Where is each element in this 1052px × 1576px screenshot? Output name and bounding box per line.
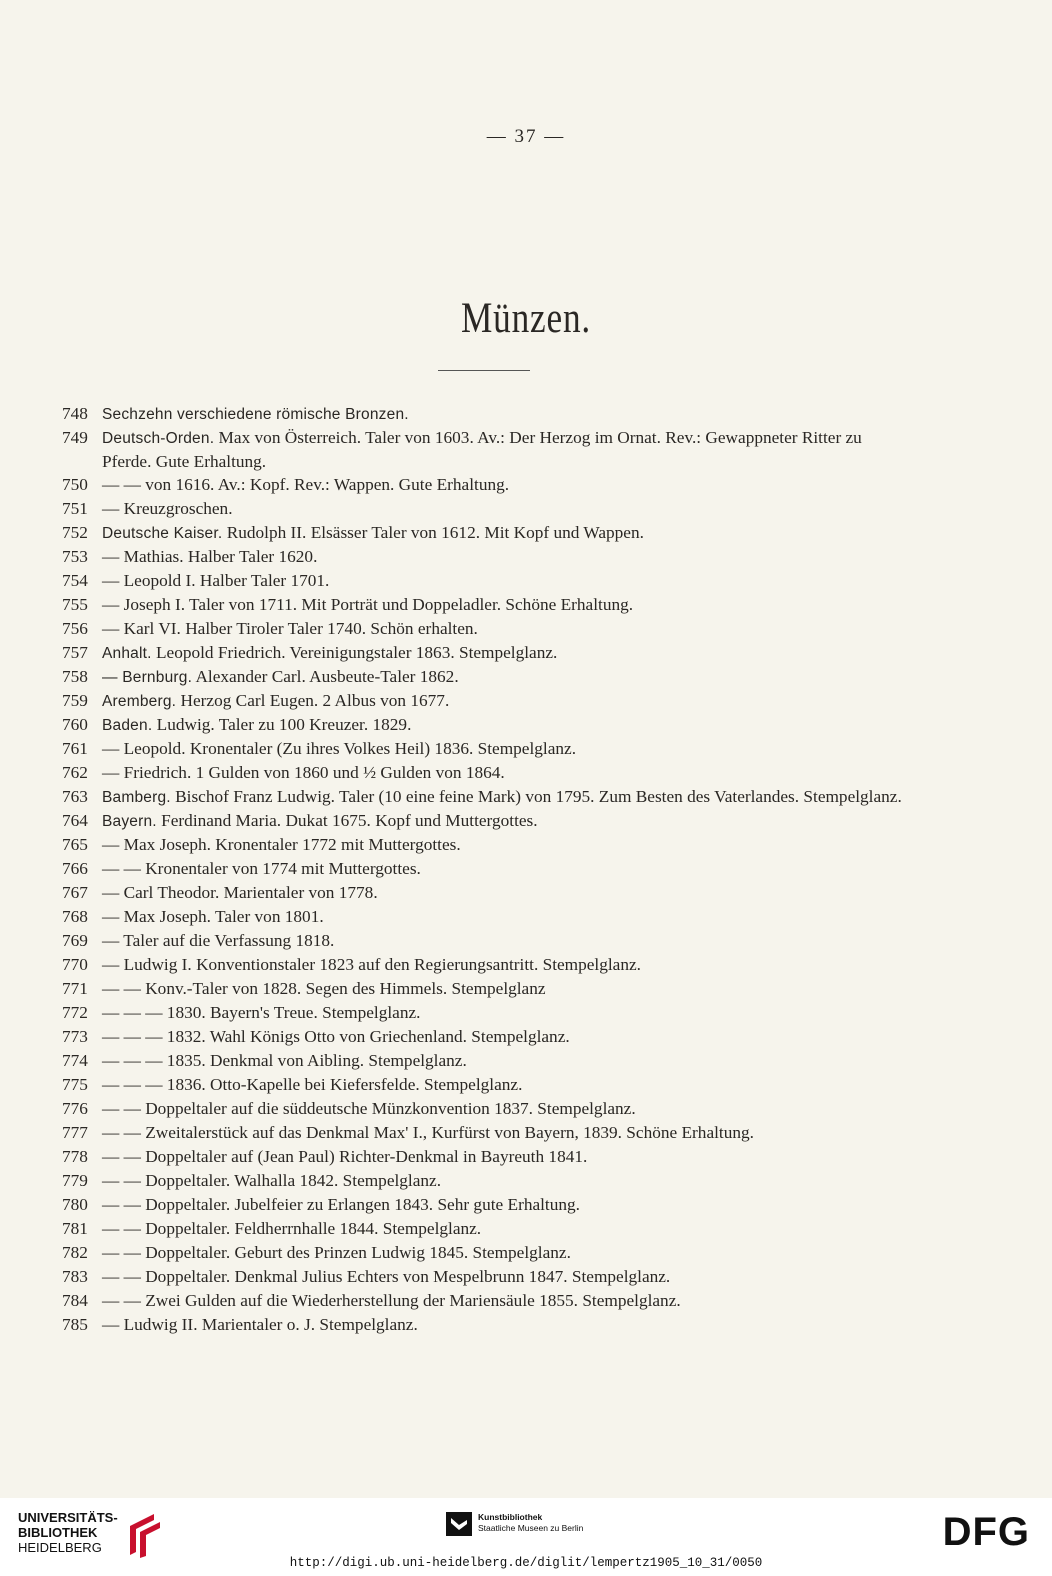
entry-number: 766	[62, 859, 88, 878]
entry-number: 750	[62, 475, 88, 494]
catalog-entry	[62, 569, 912, 593]
entry-description: — Leopold. Kronentaler (Zu ihres Volkes Heil) 1836. Stempelglanz.	[102, 739, 577, 758]
catalog-entry	[62, 1145, 912, 1169]
entry-description: — — — 1835. Denkmal von Aibling. Stempelglanz.	[102, 1051, 467, 1070]
entry-number: 769	[62, 931, 88, 950]
entry-body	[102, 737, 912, 761]
entry-description: — Friedrich. 1 Gulden von 1860 und ½ Gulden von 1864.	[102, 763, 505, 782]
catalog-entry	[62, 737, 912, 761]
catalog-entry	[62, 1217, 912, 1241]
catalog-entry	[62, 929, 912, 953]
entry-number: 756	[62, 619, 88, 638]
entry-number: 752	[62, 523, 88, 542]
entry-description: — — Doppeltaler. Jubelfeier zu Erlangen 1843. Sehr gute Erhaltung.	[102, 1195, 580, 1214]
entry-body	[102, 833, 912, 857]
catalog-entry	[62, 1193, 912, 1217]
entry-body	[102, 473, 912, 497]
entry-body	[102, 905, 912, 929]
entry-heading: Baden.	[102, 717, 153, 734]
source-url[interactable]: http://digi.ub.uni-heidelberg.de/diglit/lempertz1905_10_31/0050	[289, 1556, 763, 1570]
entry-description: — Kreuzgroschen.	[102, 499, 233, 518]
entry-body	[102, 809, 912, 833]
entry-number: 776	[62, 1099, 88, 1118]
entry-description: — Karl VI. Halber Tiroler Taler 1740. Schön erhalten.	[102, 619, 478, 638]
entry-description: Rudolph II. Elsässer Taler von 1612. Mit Kopf und Wappen.	[222, 523, 644, 542]
entry-number: 761	[62, 739, 88, 758]
uni-logo-mark-icon	[126, 1512, 166, 1558]
entry-number: 762	[62, 763, 88, 782]
catalog-entry	[62, 1169, 912, 1193]
entry-heading: Anhalt.	[102, 645, 152, 662]
catalog-entry	[62, 1289, 912, 1313]
entry-number: 781	[62, 1219, 88, 1238]
entry-heading: Deutsch-Orden.	[102, 430, 215, 447]
entry-body	[102, 1001, 912, 1025]
entry-body	[102, 1265, 912, 1289]
university-library-logo[interactable]	[18, 1510, 118, 1555]
catalog-entry	[62, 1121, 912, 1145]
entry-number: 770	[62, 955, 88, 974]
entry-body	[102, 689, 912, 713]
catalog-entry	[62, 689, 912, 713]
entry-number: 774	[62, 1051, 88, 1070]
entry-description: — — Doppeltaler. Walhalla 1842. Stempelglanz.	[102, 1171, 442, 1190]
kb-logo-line2: Staatliche Museen zu Berlin	[478, 1523, 584, 1533]
entry-body	[102, 881, 912, 905]
entry-description: — — — 1832. Wahl Königs Otto von Griechenland. Stempelglanz.	[102, 1027, 570, 1046]
catalog-entry	[62, 617, 912, 641]
entry-body	[102, 521, 912, 545]
entry-description: Leopold Friedrich. Vereinigungstaler 1863. Stempelglanz.	[151, 643, 558, 662]
entry-body	[102, 953, 912, 977]
catalog-entry	[62, 497, 912, 521]
catalog-entry	[62, 665, 912, 689]
catalog-entry	[62, 881, 912, 905]
entry-description: — — Kronentaler von 1774 mit Muttergottes.	[102, 859, 421, 878]
entry-body	[102, 1193, 912, 1217]
entry-number: 784	[62, 1291, 88, 1310]
catalog-entry	[62, 521, 912, 545]
entry-description: — — Zweitalerstück auf das Denkmal Max' I., Kurfürst von Bayern, 1839. Schöne Erhaltung.	[102, 1123, 754, 1142]
entry-description: — — Doppeltaler. Geburt des Prinzen Ludwig 1845. Stempelglanz.	[102, 1243, 571, 1262]
entry-number: 754	[62, 571, 88, 590]
entry-number: 780	[62, 1195, 88, 1214]
entry-number: 765	[62, 835, 88, 854]
entry-heading: Bamberg.	[102, 789, 171, 806]
uni-logo-line1: UNIVERSITÄTS-	[18, 1510, 118, 1525]
entry-number: 785	[62, 1315, 88, 1334]
entry-body	[102, 977, 912, 1001]
entry-body	[102, 1025, 912, 1049]
kunstbibliothek-logo[interactable]	[446, 1512, 583, 1536]
entry-heading: Deutsche Kaiser.	[102, 525, 223, 542]
entry-body	[102, 641, 912, 665]
entry-body	[102, 617, 912, 641]
entry-number: 771	[62, 979, 88, 998]
entry-description: — — Zwei Gulden auf die Wiederherstellung der Mariensäule 1855. Stempelglanz.	[102, 1291, 681, 1310]
entry-heading: Bayern.	[102, 813, 157, 830]
catalog-entry	[62, 402, 912, 426]
title-divider	[438, 370, 530, 371]
catalog-entries	[62, 402, 912, 1337]
entry-description: — Carl Theodor. Marientaler von 1778.	[102, 883, 378, 902]
catalog-entry	[62, 473, 912, 497]
entry-description: Herzog Carl Eugen. 2 Albus von 1677.	[176, 691, 450, 710]
entry-description: — Joseph I. Taler von 1711. Mit Porträt und Doppeladler. Schöne Erhaltung.	[102, 595, 634, 614]
entry-body	[102, 1217, 912, 1241]
catalog-entry	[62, 1313, 912, 1337]
entry-number: 759	[62, 691, 88, 710]
entry-body	[102, 713, 912, 737]
kunstbibliothek-mark-icon	[446, 1512, 472, 1536]
entry-heading: Aremberg.	[102, 693, 177, 710]
entry-description: — — — 1830. Bayern's Treue. Stempelglanz.	[102, 1003, 421, 1022]
entry-description: — Leopold I. Halber Taler 1701.	[102, 571, 330, 590]
catalog-entry	[62, 426, 912, 473]
entry-body	[102, 545, 912, 569]
entry-number: 748	[62, 404, 88, 423]
entry-body	[102, 1097, 912, 1121]
entry-description: — — Doppeltaler. Denkmal Julius Echters von Mespelbrunn 1847. Stempelglanz.	[102, 1267, 671, 1286]
catalog-entry	[62, 1097, 912, 1121]
entry-body	[102, 665, 912, 689]
entry-number: 749	[62, 428, 88, 447]
entry-description: — — Doppeltaler. Feldherrnhalle 1844. Stempelglanz.	[102, 1219, 482, 1238]
entry-description: Ludwig. Taler zu 100 Kreuzer. 1829.	[152, 715, 412, 734]
entry-body	[102, 1121, 912, 1145]
catalog-entry	[62, 1001, 912, 1025]
entry-number: 779	[62, 1171, 88, 1190]
catalog-entry	[62, 857, 912, 881]
entry-number: 755	[62, 595, 88, 614]
catalog-entry	[62, 1025, 912, 1049]
entry-description: — — Doppeltaler auf die süddeutsche Münzkonvention 1837. Stempelglanz.	[102, 1099, 636, 1118]
entry-body	[102, 929, 912, 953]
entry-body	[102, 1289, 912, 1313]
entry-number: 778	[62, 1147, 88, 1166]
entry-description: — — von 1616. Av.: Kopf. Rev.: Wappen. Gute Erhaltung.	[102, 475, 510, 494]
entry-description: — — — 1836. Otto-Kapelle bei Kiefersfelde. Stempelglanz.	[102, 1075, 523, 1094]
entry-description: Alexander Carl. Ausbeute-Taler 1862.	[192, 667, 459, 686]
entry-body	[102, 1145, 912, 1169]
entry-body	[102, 1313, 912, 1337]
uni-logo-line2: BIBLIOTHEK	[18, 1525, 98, 1540]
catalog-entry	[62, 545, 912, 569]
entry-body	[102, 426, 912, 473]
entry-description: Ferdinand Maria. Dukat 1675. Kopf und Muttergottes.	[156, 811, 538, 830]
entry-description: — Taler auf die Verfassung 1818.	[102, 931, 335, 950]
entry-number: 763	[62, 787, 88, 806]
entry-body	[102, 1241, 912, 1265]
entry-body	[102, 593, 912, 617]
catalog-entry	[62, 713, 912, 737]
entry-number: 751	[62, 499, 88, 518]
footer-bar	[0, 1498, 1052, 1576]
entry-number: 773	[62, 1027, 88, 1046]
entry-number: 767	[62, 883, 88, 902]
entry-body	[102, 785, 912, 809]
entry-number: 757	[62, 643, 88, 662]
entry-body	[102, 761, 912, 785]
catalog-entry	[62, 1241, 912, 1265]
page-title: Münzen.	[460, 295, 592, 342]
uni-logo-line3: HEIDELBERG	[18, 1540, 102, 1555]
entry-description: — Ludwig II. Marientaler o. J. Stempelglanz.	[102, 1315, 418, 1334]
entry-description: — — Doppeltaler auf (Jean Paul) Richter-Denkmal in Bayreuth 1841.	[102, 1147, 588, 1166]
catalog-entry	[62, 593, 912, 617]
entry-body	[102, 497, 912, 521]
catalog-entry	[62, 905, 912, 929]
page-number: — 37 —	[486, 126, 566, 147]
entry-body	[102, 402, 912, 426]
catalog-entry	[62, 1049, 912, 1073]
entry-heading: Sechzehn verschiedene römische Bronzen.	[102, 406, 409, 423]
entry-number: 760	[62, 715, 88, 734]
entry-body	[102, 857, 912, 881]
catalog-entry	[62, 785, 912, 809]
entry-body	[102, 1049, 912, 1073]
catalog-entry	[62, 809, 912, 833]
catalog-entry	[62, 641, 912, 665]
catalog-entry	[62, 977, 912, 1001]
catalog-entry	[62, 953, 912, 977]
entry-number: 783	[62, 1267, 88, 1286]
entry-number: 758	[62, 667, 88, 686]
entry-body	[102, 569, 912, 593]
catalog-entry	[62, 761, 912, 785]
catalog-entry	[62, 1265, 912, 1289]
entry-number: 782	[62, 1243, 88, 1262]
entry-number: 777	[62, 1123, 88, 1142]
catalog-entry	[62, 1073, 912, 1097]
entry-number: 753	[62, 547, 88, 566]
entry-description: — Max Joseph. Taler von 1801.	[102, 907, 324, 926]
entry-body	[102, 1169, 912, 1193]
entry-description: Max von Österreich. Taler von 1603. Av.: Der Herzog im Ornat. Rev.: Gewappneter Ritter zu Pferde. Gute Erhaltung.	[102, 428, 862, 471]
entry-number: 775	[62, 1075, 88, 1094]
entry-description: — — Konv.-Taler von 1828. Segen des Himmels. Stempelglanz	[102, 979, 546, 998]
entry-description: — Ludwig I. Konventionstaler 1823 auf den Regierungsantritt. Stempelglanz.	[102, 955, 641, 974]
catalog-entry	[62, 833, 912, 857]
entry-number: 772	[62, 1003, 88, 1022]
kb-logo-line1: Kunstbibliothek	[478, 1512, 543, 1522]
entry-number: 768	[62, 907, 88, 926]
entry-heading: — Bernburg.	[102, 669, 193, 686]
entry-body	[102, 1073, 912, 1097]
entry-description: — Mathias. Halber Taler 1620.	[102, 547, 318, 566]
dfg-logo[interactable]: DFG	[942, 1510, 1030, 1554]
entry-number: 764	[62, 811, 88, 830]
entry-description: Bischof Franz Ludwig. Taler (10 eine feine Mark) von 1795. Zum Besten des Vaterlandes. Stempelglanz.	[170, 787, 902, 806]
entry-description: — Max Joseph. Kronentaler 1772 mit Muttergottes.	[102, 835, 461, 854]
